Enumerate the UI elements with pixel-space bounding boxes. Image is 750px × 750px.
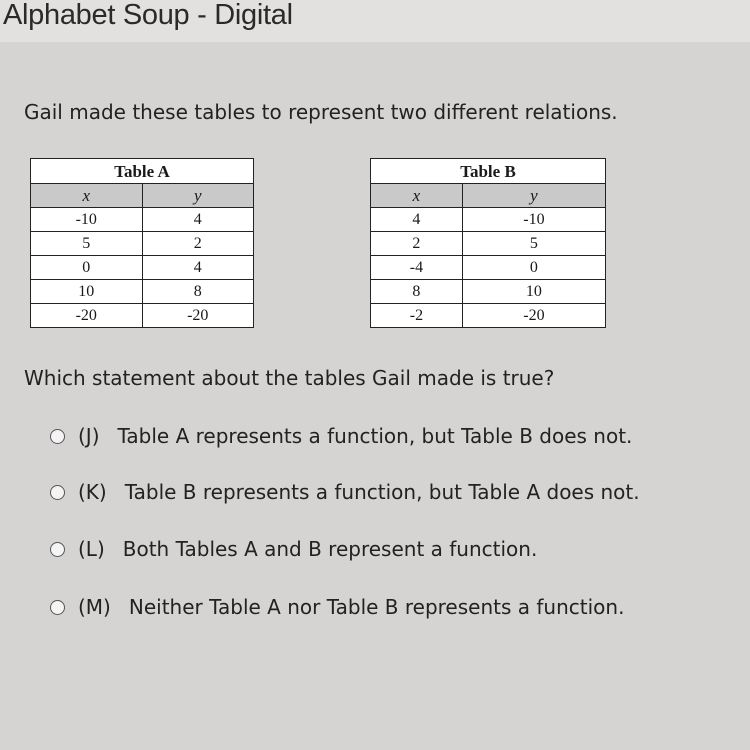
table-cell: -4 — [371, 256, 463, 280]
table-row — [31, 208, 254, 232]
table-cell: 10 — [31, 280, 143, 304]
table-b-caption: Table B — [371, 159, 606, 184]
table-a — [30, 158, 254, 328]
table-row — [371, 280, 606, 304]
table-cell: -20 — [142, 304, 254, 328]
table-a-header-x: x — [31, 184, 143, 208]
table-a-header-y: y — [142, 184, 254, 208]
table-row — [31, 280, 254, 304]
table-a-caption: Table A — [31, 159, 254, 184]
option-letter: (K) — [78, 480, 107, 504]
radio-button-icon[interactable] — [50, 542, 65, 557]
table-b — [370, 158, 606, 328]
table-cell: -20 — [462, 304, 605, 328]
table-cell: 8 — [142, 280, 254, 304]
table-cell: 2 — [371, 232, 463, 256]
answer-option-k[interactable] — [50, 480, 640, 504]
table-cell: 4 — [142, 208, 254, 232]
table-cell: 5 — [31, 232, 143, 256]
question-intro: Gail made these tables to represent two different relations. — [24, 100, 618, 124]
option-letter: (M) — [78, 595, 111, 619]
option-text: Both Tables A and B represent a function. — [122, 537, 538, 561]
radio-button-icon[interactable] — [50, 600, 65, 615]
table-cell: -10 — [462, 208, 605, 232]
table-row — [31, 256, 254, 280]
table-row — [31, 304, 254, 328]
table-row — [371, 208, 606, 232]
table-cell: 5 — [462, 232, 605, 256]
table-row — [371, 304, 606, 328]
radio-button-icon[interactable] — [50, 485, 65, 500]
option-letter: (J) — [78, 424, 100, 448]
table-cell: -2 — [371, 304, 463, 328]
app-title: Alphabet Soup - Digital — [3, 0, 293, 31]
table-cell: 0 — [462, 256, 605, 280]
table-row — [31, 232, 254, 256]
table-cell: -10 — [31, 208, 143, 232]
radio-button-icon[interactable] — [50, 429, 65, 444]
table-cell: 4 — [371, 208, 463, 232]
option-text: Table B represents a function, but Table A does not. — [124, 480, 640, 504]
option-text: Table A represents a function, but Table B does not. — [117, 424, 633, 448]
table-cell: 0 — [31, 256, 143, 280]
answer-option-l[interactable] — [50, 537, 537, 561]
table-cell: 8 — [371, 280, 463, 304]
answer-option-j[interactable] — [50, 424, 632, 448]
table-row — [371, 232, 606, 256]
table-cell: 4 — [142, 256, 254, 280]
option-letter: (L) — [78, 537, 105, 561]
table-cell: -20 — [31, 304, 143, 328]
table-row — [371, 256, 606, 280]
table-b-header-x: x — [371, 184, 463, 208]
app-header — [0, 0, 750, 42]
table-cell: 10 — [462, 280, 605, 304]
table-b-header-y: y — [462, 184, 605, 208]
table-cell: 2 — [142, 232, 254, 256]
answer-option-m[interactable] — [50, 595, 624, 619]
option-text: Neither Table A nor Table B represents a function. — [128, 595, 625, 619]
question-text: Which statement about the tables Gail made is true? — [24, 366, 555, 390]
